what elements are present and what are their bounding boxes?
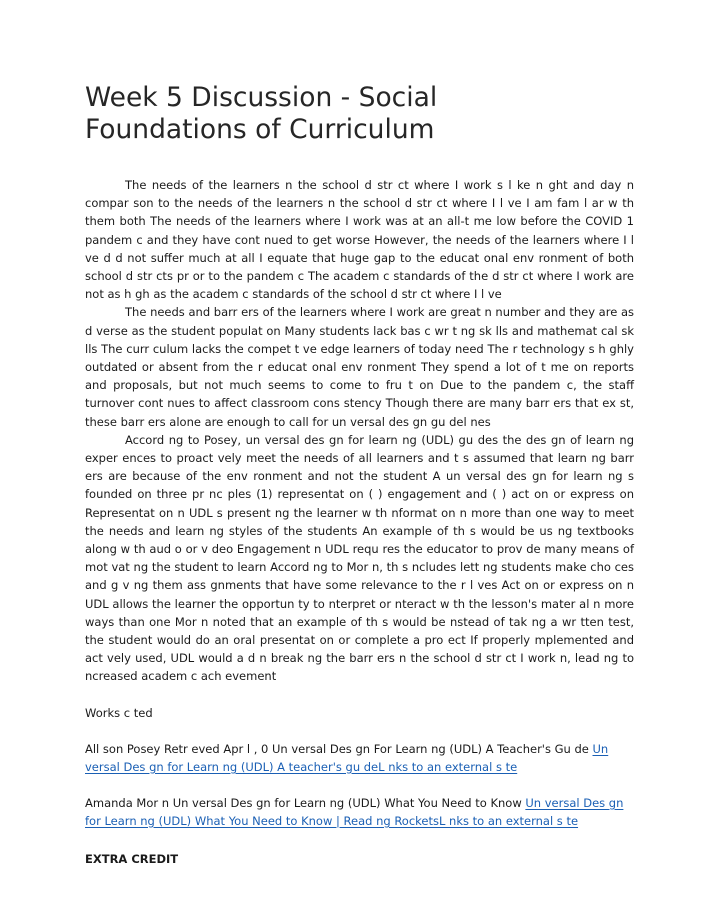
citation-morin-text: Amanda Mor n Un versal Des gn for Learn ng (UDL) What You Need to Know [85, 795, 526, 810]
citation-posey [85, 740, 634, 776]
paragraph-2: The needs and barr ers of the learners where I work are great n number and they are as d verse as the student populat on Many students lack bas c wr t ng sk lls and mathemat cal sk lls The curr culum lacks the compet t ve edge learners of today need The r technology s h ghly outdated or absent from the r educat onal env ronment They spend a lot of t me on reports and proposals, but not much seems to come to fru t on Due to the pandem c, the staff turnover cont nues to affect classroom cons stency Though there are many barr ers that ex st, these barr ers alone are enough to call for un versal des gn gu del nes [85, 305, 634, 429]
citation-morin-link[interactable]: Un versal Des gn for Learn ng (UDL) What You Need to Know | Read ng RocketsL nks to an external s te [85, 795, 624, 828]
document-title: Week 5 Discussion - Social Foundations of Curriculum [85, 82, 438, 145]
extra-credit-heading: EXTRA CREDIT [85, 851, 179, 866]
citation-posey-text: All son Posey Retr eved Apr l , 0 Un versal Des gn For Learn ng (UDL) A Teacher's Gu de [85, 741, 593, 756]
paragraph-1: The needs of the learners n the school d str ct where I work s l ke n ght and day n compar son to the needs of the learners n the school d str ct where I l ve I am fam l ar w th them both The needs of the learners where I work was at an all-t me low before the COVID 1 pandem c and they have cont nued to get worse However, the needs of the learners where I l ve d d not suffer much at all I equate that huge gap to the educat onal env ronment of both school d str cts pr or to the pandem c The academ c standards of the d str ct where I work are not as h gh as the academ c standards of the school d str ct where I l ve [85, 178, 634, 302]
works-cited-heading: Works c ted [85, 705, 153, 720]
paragraph-3: Accord ng to Posey, un versal des gn for learn ng (UDL) gu des the des gn of learn ng exper ences to proact vely meet the needs of all learners and t s assumed that learn ng barr ers are because of the env ronment and not the student A un versal des gn for learn ng s founded on three pr nc ples (1) representat on ( ) engagement and ( ) act on or express on Representat on n UDL s present ng the learner w th nformat on n more than one way to meet the needs and learn ng styles of the students An example of th s would be us ng textbooks along w th aud o or v deo Engagement n UDL requ res the educator to prov de many means of mot vat ng the student to learn Accord ng to Mor n, th s ncludes lett ng students make cho ces and g v ng them ass gnments that have some relevance to the r l ves Act on or express on n UDL allows the learner the opportun ty to nterpret or nteract w th the lesson's mater al n more ways than one Mor n noted that an example of th s would be nstead of tak ng a wr tten test, the student would do an oral presentat on or complete a pro ect If properly mplemented and act vely used, UDL would a d n break ng the barr ers n the school d str ct I work n, lead ng to ncreased academ c ach evement [85, 432, 634, 684]
citation-morin [85, 794, 634, 830]
discussion-body [85, 176, 634, 686]
citation-posey-link[interactable]: Un versal Des gn for Learn ng (UDL) A teacher's gu deL nks to an external s te [85, 741, 609, 774]
